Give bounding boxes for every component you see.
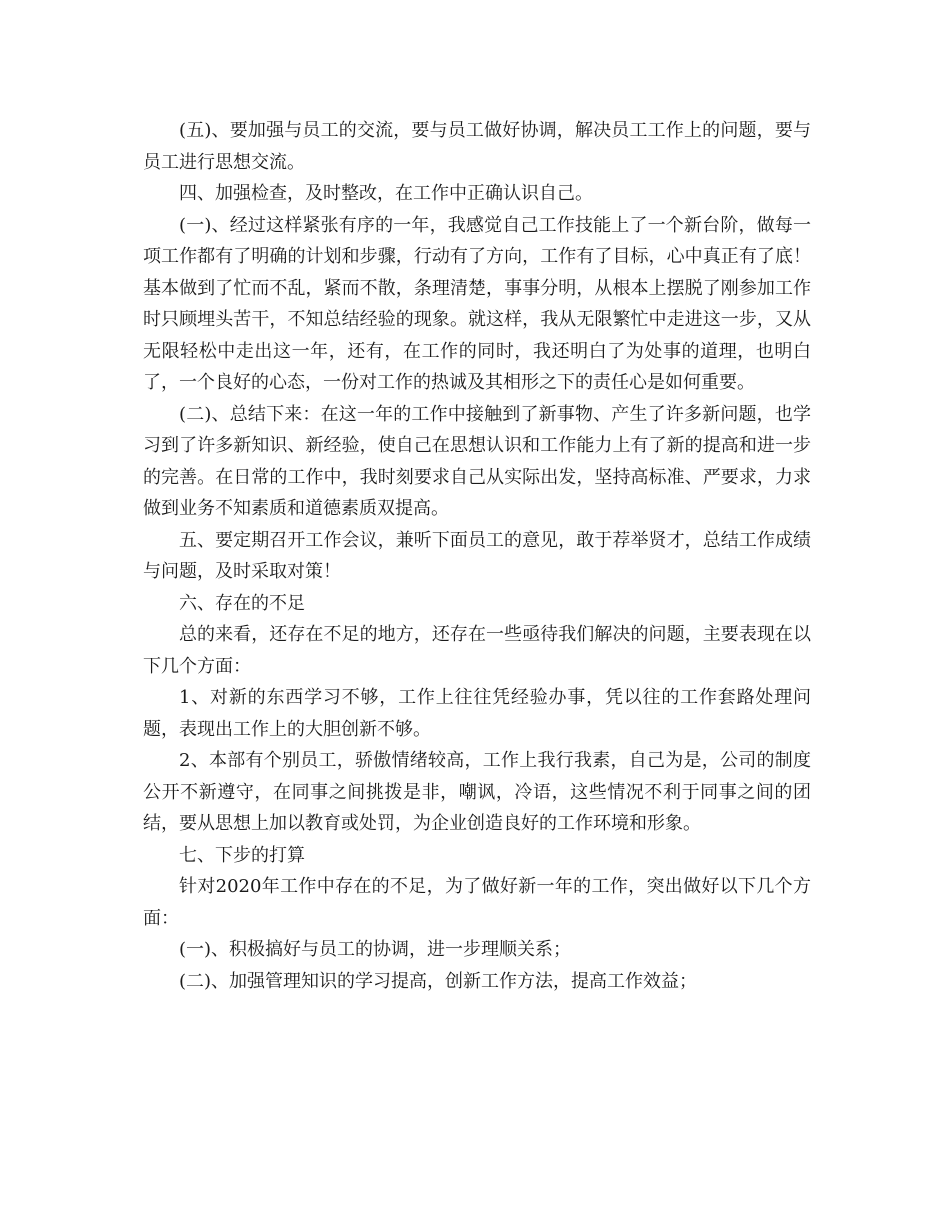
- plan-item-two: (二)、加强管理知识的学习提高，创新工作方法，提高工作效益；: [179, 970, 698, 992]
- paragraph-shortcomings-overview: 总的来看，还存在不足的地方，还存在一些亟待我们解决的问题，主要表现在以下几个方面：: [143, 624, 811, 677]
- plan-item-one: (一)、积极搞好与员工的协调，进一步理顺关系；: [179, 939, 572, 960]
- heading-five-meetings: 五、要定期召开工作会议，兼听下面员工的意见，敢于荐举贤才，总结工作成绩与问题，及时采取对策！: [143, 529, 811, 582]
- list-item-1: 1、对新的东西学习不够，工作上往往凭经验办事，凭以往的工作套路处理问题，表现出工作上的大胆创新不够。: [143, 687, 811, 740]
- list-item-2: 2、本部有个别员工，骄傲情绪较高，工作上我行我素，自己为是，公司的制度公开不新遵守，在同事之间挑拨是非，嘲讽，冷语，这些情况不利于同事之间的团结，要从思想上加以教育或处罚，为企业创造良好的工作环境和形象。: [143, 750, 811, 834]
- heading-six-shortcomings: 六、存在的不足: [179, 592, 305, 614]
- paragraph-two-summary: (二)、总结下来：在这一年的工作中接触到了新事物、产生了许多新问题，也学习到了许多新知识、新经验，使自己在思想认识和工作能力上有了新的提高和进一步的完善。在日常的工作中，我时刻要求自己从实际出发，坚持高标准、严要求，力求做到业务不知素质和道德素质双提高。: [143, 403, 811, 519]
- paragraph-five-communication: (五)、要加强与员工的交流，要与员工做好协调，解决员工工作上的问题，要与员工进行思想交流。: [143, 120, 811, 173]
- heading-seven-plans: 七、下步的打算: [179, 844, 305, 866]
- paragraph-one-experience: (一)、经过这样紧张有序的一年，我感觉自己工作技能上了一个新台阶，做每一项工作都有了明确的计划和步骤，行动有了方向，工作有了目标，心中真正有了底！基本做到了忙而不乱，紧而不散，条理清楚，事事分明，从根本上摆脱了刚参加工作时只顾埋头苦干，不知总结经验的现象。就这样，我从无限繁忙中走进这一步，又从无限轻松中走出这一年，还有，在工作的同时，我还明白了为处事的道理，也明白了，一个良好的心态，一份对工作的热诚及其相形之下的责任心是如何重要。: [143, 214, 811, 393]
- paragraph-plans-intro: 针对2020年工作中存在的不足，为了做好新一年的工作，突出做好以下几个方面：: [143, 876, 811, 929]
- heading-four-inspection: 四、加强检查，及时整改，在工作中正确认识自己。: [179, 183, 593, 204]
